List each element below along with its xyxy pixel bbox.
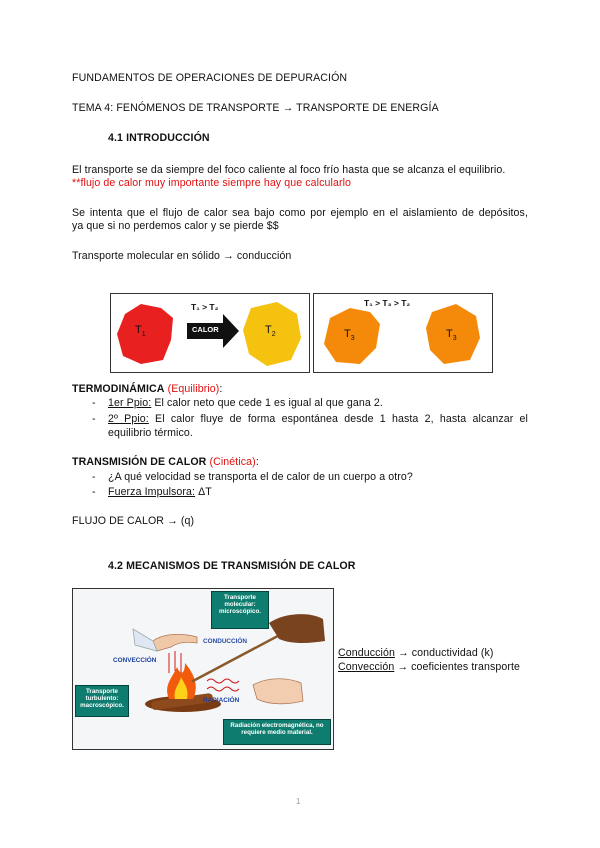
- sleeve-shape: [133, 629, 157, 651]
- course-title: FUNDAMENTOS DE OPERACIONES DE DEPURACIÓN: [72, 72, 348, 84]
- insulation-paragraph-line2: ya que si no perdemos calor y se pierde $$: [72, 220, 279, 232]
- molecular-transport-line: Transporte molecular en sólido → conducción: [72, 250, 292, 262]
- heat-flux-line: FLUJO DE CALOR → (q): [72, 515, 195, 527]
- callout-molecular: Transporte molecular: microscópico.: [211, 591, 269, 629]
- t2-label: $T_2$: [265, 324, 276, 339]
- calor-label: CALOR: [192, 325, 219, 334]
- callout-radiation: Radiación electromagnética, no requiere medio material.: [223, 719, 331, 745]
- driving-force: Fuerza Impulsora: ΔT: [108, 486, 212, 498]
- convection-arrows: [169, 651, 181, 673]
- transmision-question: ¿A qué velocidad se transporta el de calor de un cuerpo a otro?: [108, 471, 413, 483]
- transmision-heading: TRANSMISIÓN DE CALOR (Cinética):: [72, 456, 259, 468]
- label-conduccion: CONDUCCIÓN: [203, 638, 248, 645]
- bullet-dash: -: [92, 486, 96, 498]
- conduction-definition: Conducción → conductividad (k): [338, 647, 494, 659]
- label-radiacion: RADIACIÓN: [203, 697, 240, 704]
- bullet-dash: -: [92, 471, 96, 483]
- section-heading-mechanisms: 4.2 MECANISMOS DE TRANSMISIÓN DE CALOR: [108, 560, 356, 572]
- radiation-waves: [207, 679, 239, 691]
- callout-turbulent: Transporte turbulento: macroscópico.: [75, 685, 129, 717]
- convection-definition: Convección → coeficientes transporte: [338, 661, 521, 673]
- page-number: 1: [296, 797, 301, 806]
- relation-right: T₁ > T₃ > T₂: [364, 298, 411, 308]
- termo-second-law-line1: 2º Ppio: El calor fluye de forma espontánea desde 1 hasta 2, hasta alcanzar el: [108, 413, 528, 425]
- bullet-dash: -: [92, 413, 96, 425]
- t1-label: $T_1$: [135, 324, 146, 339]
- heat-transfer-figure-right: [313, 293, 493, 373]
- t3-right-label: $T_3$: [446, 328, 457, 343]
- glove-shape: [269, 614, 325, 643]
- topic-title: TEMA 4: FENÓMENOS DE TRANSPORTE → TRANSPORTE DE ENERGÍA: [72, 102, 439, 114]
- heat-transfer-figure-left: [110, 293, 310, 373]
- hand-convection-shape: [153, 634, 197, 651]
- conduction-rod: [193, 629, 291, 681]
- insulation-paragraph-line1: Se intenta que el flujo de calor sea bajo como por ejemplo en el aislamiento de depósitos,: [72, 207, 528, 219]
- section-heading-intro: 4.1 INTRODUCCIÓN: [108, 132, 210, 144]
- hand-radiation-shape: [253, 679, 303, 704]
- t3-left-label: $T_3$: [344, 328, 355, 343]
- label-conveccion: CONVECCIÓN: [113, 657, 157, 664]
- bullet-dash: -: [92, 397, 96, 409]
- intro-paragraph: El transporte se da siempre del foco caliente al foco frío hasta que se alcanza el equilibrio.: [72, 164, 506, 176]
- termo-second-law-line2: equilibrio térmico.: [108, 427, 193, 439]
- termo-heading: TERMODINÁMICA (Equilibrio):: [72, 383, 223, 395]
- termo-first-law: 1er Ppio: El calor neto que cede 1 es igual al que gana 2.: [108, 397, 383, 409]
- relation-left: T₁ > T₂: [191, 302, 219, 312]
- intro-note: **flujo de calor muy importante siempre hay que calcularlo: [72, 177, 352, 189]
- heat-mechanisms-figure: [72, 588, 334, 750]
